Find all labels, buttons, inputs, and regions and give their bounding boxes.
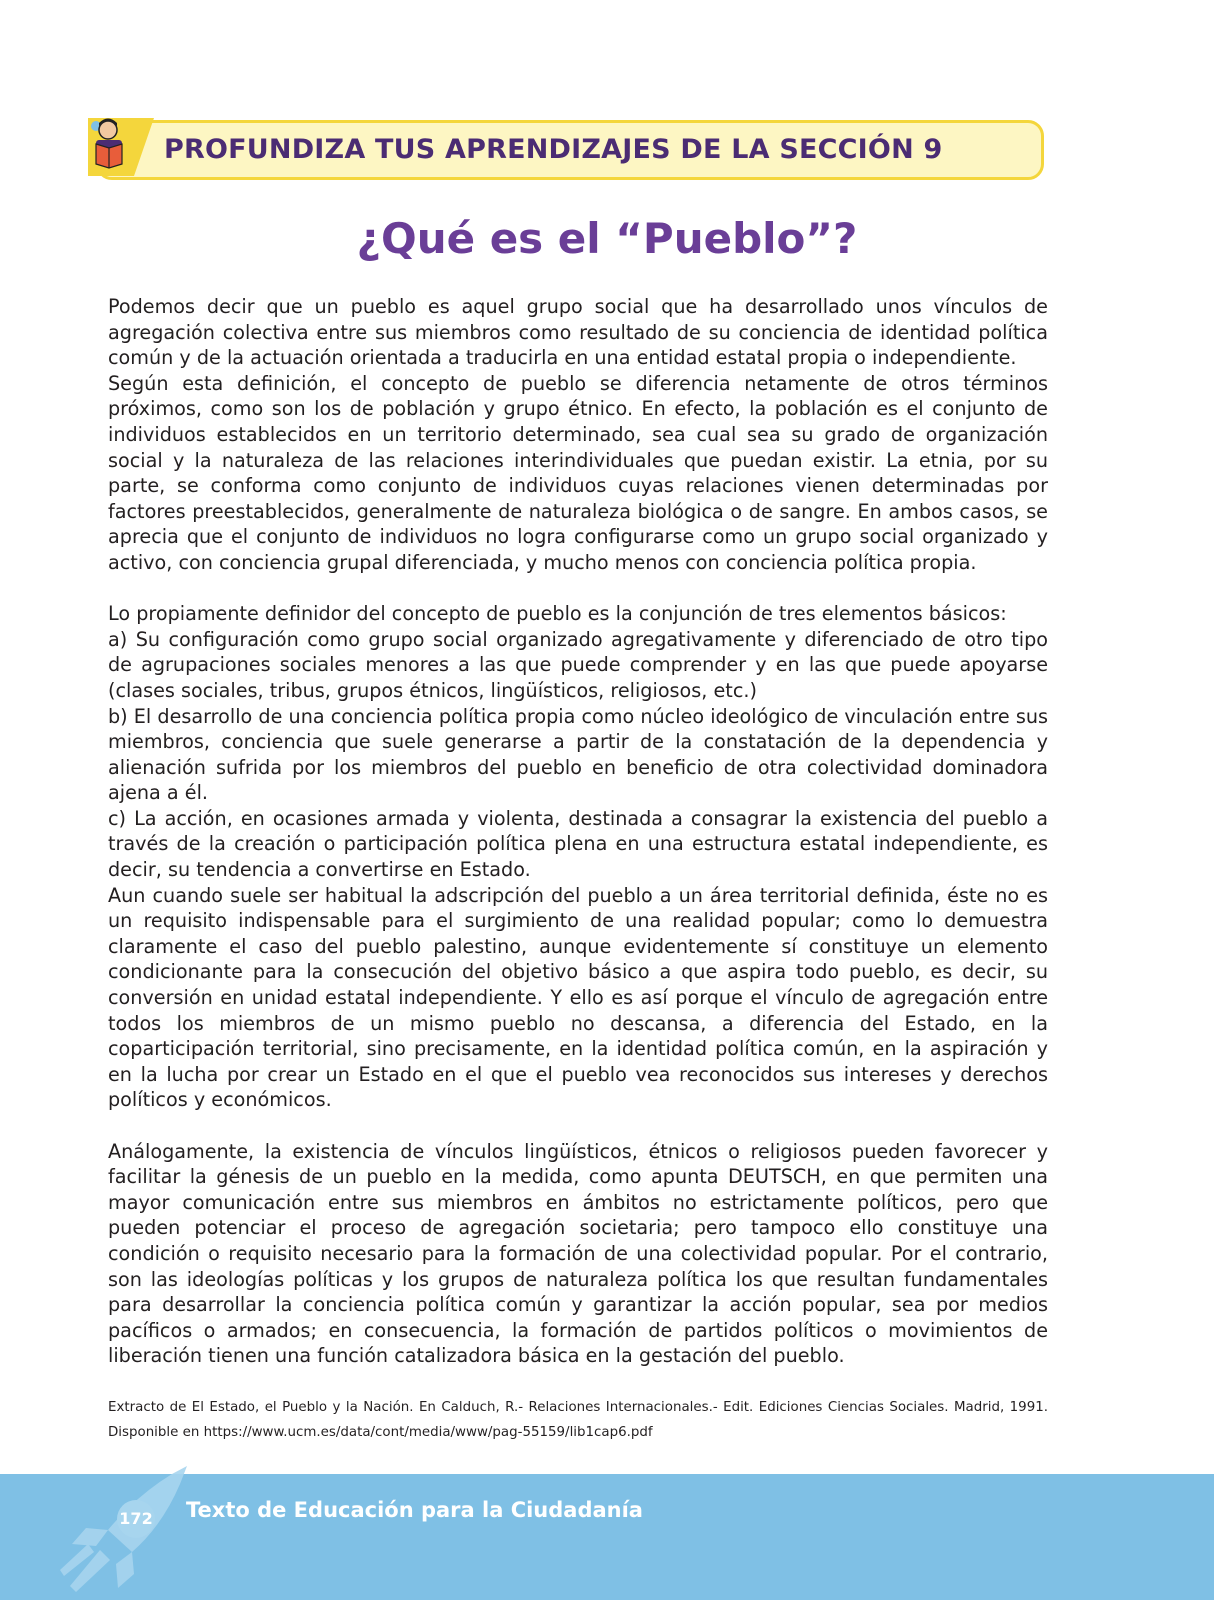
page-title: ¿Qué es el “Pueblo”? — [356, 214, 858, 263]
list-item: b) El desarrollo de una conciencia política propia como núcleo ideológico de vinculación entre sus miembros, conciencia que suele generarse a partir de la constatación de la dependencia y alienación sufrida por los miembros del pueblo en beneficio de otra colectividad dominadora ajena a él. — [108, 704, 1048, 805]
article-body — [108, 294, 1048, 1369]
list-item: a) Su configuración como grupo social organizado agregativamente y diferenciado de otro tipo de agrupaciones sociales menores a las que puede comprender y en las que puede apoyarse (clases sociales, tribus, grupos étnicos, lingüísticos, religiosos, etc.) — [108, 627, 1048, 702]
paragraph: Según esta definición, el concepto de pueblo se diferencia netamente de otros términos próximos, como son los de población y grupo étnico. En efecto, la población es el conjunto de individuos establecidos en un territorio determinado, sea cual sea su grado de organización social y la naturaleza de las relaciones interindividuales que puedan existir. La etnia, por su parte, se conforma como conjunto de individuos cuyas relaciones vienen determinadas por factores preestablecidos, generalmente de naturaleza biológica o de sangre. En ambos casos, se aprecia que el conjunto de individuos no logra configurarse como un grupo social organizado y activo, con conciencia grupal diferenciada, y mucho menos con conciencia política propia. — [108, 371, 1048, 574]
list-item: c) La acción, en ocasiones armada y violenta, destinada a consagrar la existencia del pueblo a través de la creación o participación política plena en una estructura estatal independiente, es decir, su tendencia a convertirse en Estado. — [108, 806, 1048, 882]
paragraph: Podemos decir que un pueblo es aquel grupo social que ha desarrollado unos vínculos de agregación colectiva entre sus miembros como resultado de su conciencia de identidad política común y de la actuación orientada a traducirla en una entidad estatal propia o independiente. — [108, 295, 1048, 370]
page-number: 172 — [117, 1500, 155, 1538]
paragraph: Aun cuando suele ser habitual la adscripción del pueblo a un área territorial definida, éste no es un requisito indispensable para el surgimiento de una realidad popular; como lo demuestra claramente el caso del pueblo palestino, aunque evidentemente sí constituye un elemento condicionante para la consecución del objetivo básico a que aspira todo pueblo, es decir, su conversión en unidad estatal independiente. Y ello es así porque el vínculo de agregación entre todos los miembros de un mismo pueblo no descansa, a diferencia del Estado, en la coparticipación territorial, sino precisamente, en la identidad política común, en la aspiración y en la lucha por crear un Estado en el que el pueblo vea reconocidos sus intereses y derechos políticos y económicos. — [108, 883, 1048, 1112]
book-title: Texto de Educación para la Ciudadanía — [186, 1498, 643, 1522]
rocket-icon — [52, 1466, 192, 1600]
paragraph: Análogamente, la existencia de vínculos lingüísticos, étnicos o religiosos pueden favorecer y facilitar la génesis de un pueblo en la medida, como apunta DEUTSCH, en que permiten una mayor comunicación entre sus miembros en ámbitos no estrictamente políticos, pero que pueden potenciar el proceso de agregación societaria; pero tampoco ello constituye una condición o requisito necesario para la formación de una colectividad popular. Por el contrario, son las ideologías políticas y los grupos de naturaleza política los que resultan fundamentales para desarrollar la conciencia política común y garantizar la acción popular, sea por medios pacíficos o armados; en consecuencia, la formación de partidos políticos o movimientos de liberación tienen una función catalizadora básica en la gestación del pueblo. — [108, 1139, 1048, 1368]
reader-character-icon — [84, 114, 158, 180]
source-citation: Extracto de El Estado, el Pueblo y la Nación. En Calduch, R.- Relaciones Internacionales.- Edit. Ediciones Ciencias Sociales. Madrid, 1991. Disponible en https://www.ucm.es/data/cont/media/www/pag-55159/lib1cap6.pdf — [108, 1400, 1048, 1440]
section-title: PROFUNDIZA TUS APRENDIZAJES DE LA SECCIÓN 9 — [164, 134, 943, 165]
paragraph: Lo propiamente definidor del concepto de pueblo es la conjunción de tres elementos básicos: — [108, 602, 1007, 626]
